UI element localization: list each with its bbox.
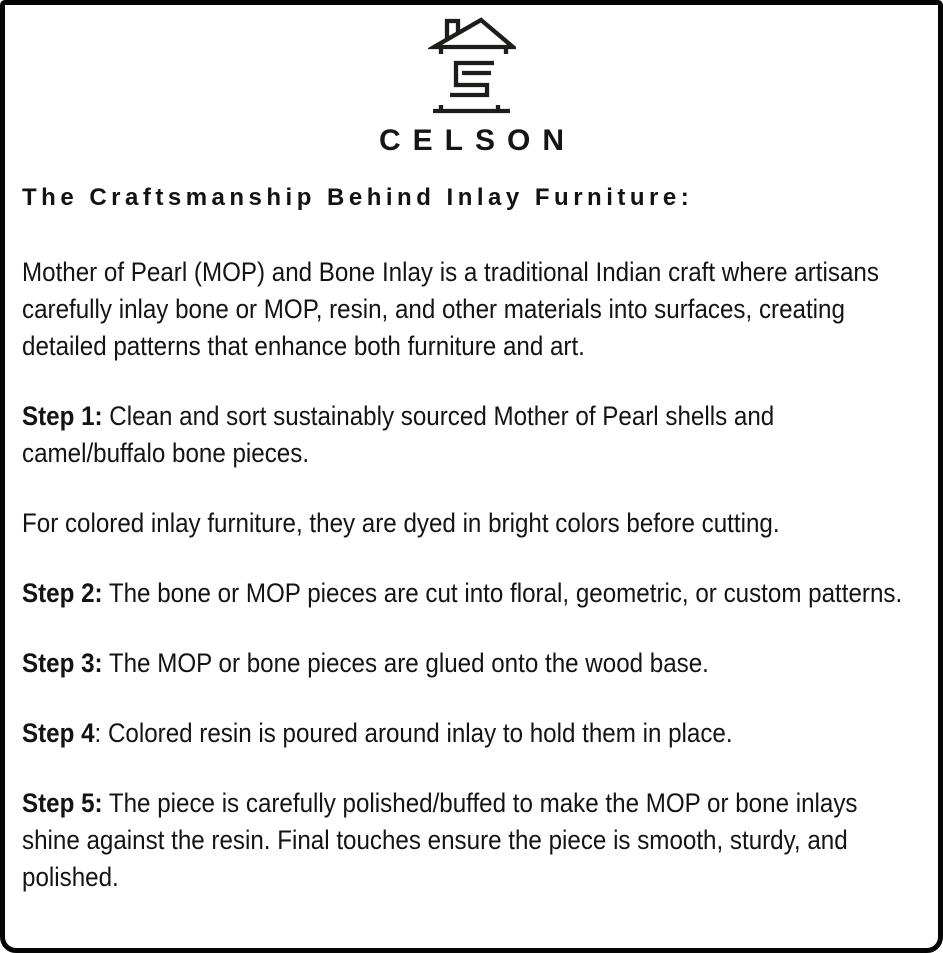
- paragraph-text: For colored inlay furniture, they are dyed in bright colors before cutting.: [22, 508, 780, 538]
- intro-paragraph: [22, 254, 921, 365]
- house-s-logo-icon: [428, 12, 516, 114]
- step-3-paragraph: [22, 645, 921, 682]
- step-5-paragraph: [22, 785, 921, 896]
- step-1-text: Clean and sort sustainably sourced Mother of Pearl shells and camel/buffalo bone pieces.: [22, 401, 775, 468]
- step-3-label: Step 3:: [22, 648, 103, 678]
- brand-header: [5, 5, 938, 157]
- paragraph-text: Mother of Pearl (MOP) and Bone Inlay is a traditional Indian craft where artisans carefully inlay bone or MOP, resin, and other materials into surfaces, creating detailed patterns that enhance both furniture and art.: [22, 257, 879, 361]
- logo-s-monogram: [450, 63, 494, 95]
- brand-name: CELSON: [378, 124, 576, 157]
- step-3-text: The MOP or bone pieces are glued onto the wood base.: [102, 648, 709, 678]
- step-4-text: : Colored resin is poured around inlay to hold them in place.: [94, 718, 733, 748]
- step-5-label: Step 5:: [22, 788, 103, 818]
- step-4-paragraph: [22, 715, 921, 752]
- step-5-text: The piece is carefully polished/buffed to make the MOP or bone inlays shine against the resin. Final touches ensure the piece is smooth, sturdy, and polished.: [22, 788, 858, 892]
- step-1-paragraph: [22, 398, 921, 472]
- article-body: [22, 254, 921, 896]
- note-paragraph: [22, 505, 921, 542]
- step-1-label: Step 1:: [22, 401, 103, 431]
- step-2-label: Step 2:: [22, 578, 103, 608]
- step-4-label: Step 4: [22, 718, 95, 748]
- step-2-paragraph: [22, 575, 921, 612]
- step-2-text: The bone or MOP pieces are cut into floral, geometric, or custom patterns.: [102, 578, 903, 608]
- page-title: The Craftsmanship Behind Inlay Furniture:: [22, 184, 694, 211]
